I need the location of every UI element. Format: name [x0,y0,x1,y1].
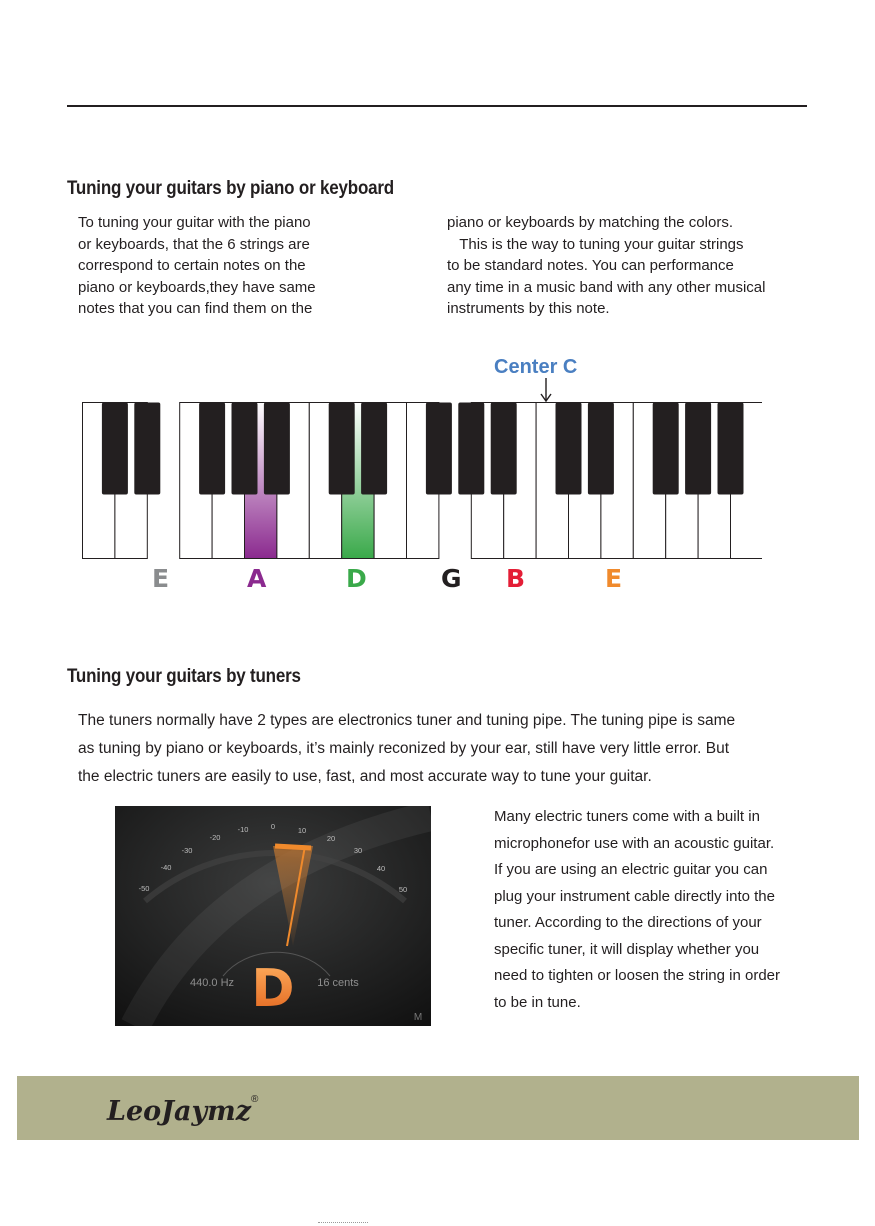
note-letter-a: A [247,564,267,593]
tuner-arc-highlight [275,846,311,848]
text-line: tuner. According to the directions of your [494,914,762,931]
black-key [329,403,355,495]
black-key [685,403,711,495]
piano-keyboard [82,402,762,560]
black-key [458,403,484,495]
text-line: need to tighten or loosen the string in order [494,967,781,984]
black-key [556,403,582,495]
tuner-display [115,806,431,1026]
text-line: instruments by this note. [447,300,610,317]
text-line: notes that you can find them on the [78,300,313,317]
section-title-piano: Tuning your guitars by piano or keyboard [67,177,394,199]
scale-label: 30 [353,846,363,855]
text-line: The tuners normally have 2 types are electronics tuner and tuning pipe. The tuning pipe is same [78,712,736,729]
text-line: the electric tuners are easily to use, fast, and most accurate way to tune your guitar. [78,768,652,785]
down-arrow-icon [538,378,554,404]
text-line: any time in a music band with any other musical [447,278,766,296]
page-edge-mark [318,1222,368,1224]
tuners-paragraph [78,707,818,791]
text-line: If you are using an electric guitar you can [494,861,768,878]
scale-label: 20 [326,834,336,843]
text-line: plug your instrument cable directly into the [494,887,775,905]
note-letter-e: E [152,564,170,593]
black-key [653,403,679,495]
brand-name: LeoJaymz [107,1096,252,1127]
scale-label: 50 [398,885,408,894]
footer-band [17,1076,859,1140]
scale-label: -40 [160,863,172,872]
text-line: Many electric tuners come with a built in [494,808,760,825]
center-c-label: Center C [494,356,578,378]
black-key [134,403,160,495]
tuner-corner-mark: M [413,1012,423,1023]
text-line: This is the way to tuning your guitar strings [447,235,744,253]
tuner-note: D [251,959,295,1019]
scale-label: 10 [297,826,307,835]
black-key [718,403,744,495]
registered-mark: ® [251,1094,259,1105]
text-line: piano or keyboards by matching the colors. [447,214,733,231]
scale-label: 40 [376,864,386,873]
black-key [426,403,452,495]
note-letter-d: D [346,564,367,593]
text-line: correspond to certain notes on the [78,257,306,274]
text-line: or keyboards, that the 6 strings are [78,235,310,253]
black-key [102,403,128,495]
section-title-tuners: Tuning your guitars by tuners [67,665,301,687]
tuner-cents: 16 cents [317,977,359,989]
note-letter-b: B [506,564,526,593]
tuner-side-text [494,804,780,1016]
black-key [361,403,387,495]
text-line: microphonefor use with an acoustic guitar. [494,834,775,852]
text-line: To tuning your guitar with the piano [78,214,311,231]
black-key [491,403,517,495]
note-letter-g: G [441,564,462,593]
top-rule [67,105,807,107]
tuner-frequency: 440.0 Hz [189,977,235,989]
text-line: to be standard notes. You can performance [447,257,734,274]
scale-label: 0 [270,822,276,831]
scale-label: -30 [181,846,193,855]
black-key [264,403,290,495]
text-column-left [78,212,316,320]
black-key [199,403,225,495]
text-line: piano or keyboards,they have same [78,278,316,296]
scale-label: -50 [138,884,150,893]
brand-logo [105,1088,275,1132]
scale-label: -10 [237,825,249,834]
black-key [588,403,614,495]
black-key [232,403,258,495]
text-line: as tuning by piano or keyboards, it’s mainly reconized by your ear, still have very little error. But [78,740,730,757]
text-column-right [447,212,765,320]
text-line: to be in tune. [494,993,581,1011]
scale-label: -20 [209,833,221,842]
note-letter-e: E [605,564,623,593]
text-line: specific tuner, it will display whether you [494,940,760,958]
